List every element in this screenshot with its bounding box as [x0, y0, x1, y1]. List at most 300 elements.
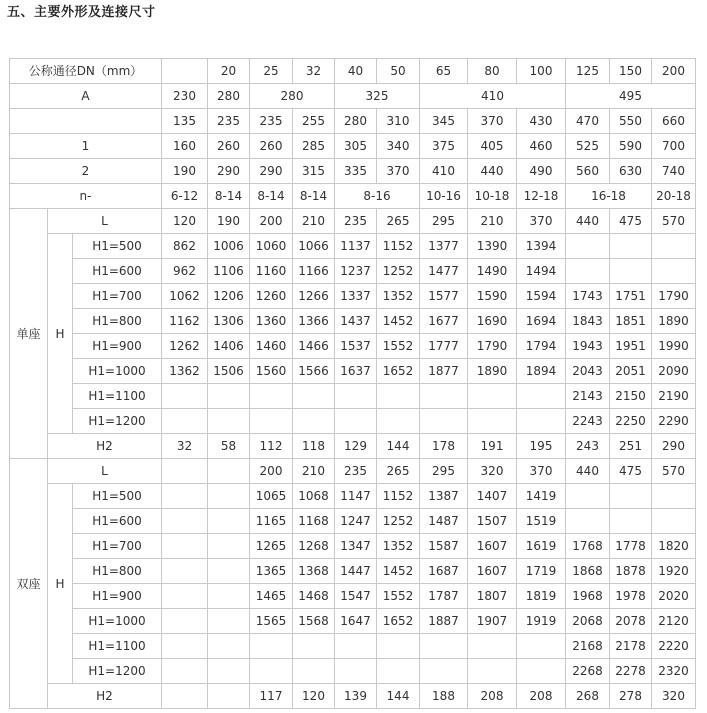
- table-cell: [335, 659, 377, 684]
- row-label: H1=700: [73, 534, 162, 559]
- table-cell: [208, 534, 250, 559]
- table-cell: 200: [250, 459, 293, 484]
- table-cell: 1890: [468, 359, 517, 384]
- n-value: 10-18: [468, 184, 517, 209]
- table-cell: 1062: [162, 284, 208, 309]
- table-cell: [208, 409, 250, 434]
- table-cell: 144: [377, 434, 420, 459]
- table-cell: 135: [162, 109, 208, 134]
- table-cell: 1152: [377, 484, 420, 509]
- table-cell: 370: [517, 459, 566, 484]
- table-cell: 1366: [293, 309, 335, 334]
- table-cell: [293, 659, 335, 684]
- table-cell: 1778: [610, 534, 652, 559]
- h-group-label: H: [48, 234, 73, 434]
- table-cell: [208, 609, 250, 634]
- table-cell: 200: [250, 209, 293, 234]
- dn-header: 150: [610, 59, 652, 84]
- table-cell: [468, 659, 517, 684]
- table-cell: 278: [610, 684, 652, 709]
- dn-header: [162, 59, 208, 84]
- table-cell: 2178: [610, 634, 652, 659]
- a-value: 410: [420, 84, 566, 109]
- double-row-h1: [10, 509, 696, 534]
- row-label: H1=1200: [73, 409, 162, 434]
- single-row-h1: [10, 259, 696, 284]
- row-label: H1=1000: [73, 609, 162, 634]
- table-cell: [208, 509, 250, 534]
- table-cell: 260: [208, 134, 250, 159]
- table-cell: [250, 634, 293, 659]
- dn-header: 100: [517, 59, 566, 84]
- a-value: 230: [162, 84, 208, 109]
- table-cell: 290: [208, 159, 250, 184]
- table-cell: [420, 409, 468, 434]
- row-label: A: [10, 84, 162, 109]
- row-label: H1=1100: [73, 634, 162, 659]
- single-row-h1: [10, 384, 696, 409]
- table-cell: [162, 509, 208, 534]
- table-cell: 1137: [335, 234, 377, 259]
- dn-header: 32: [293, 59, 335, 84]
- table-cell: 1365: [250, 559, 293, 584]
- table-cell: 2078: [610, 609, 652, 634]
- table-cell: 1607: [468, 559, 517, 584]
- single-row-h1: [10, 284, 696, 309]
- table-cell: [335, 384, 377, 409]
- row-label: H1=900: [73, 584, 162, 609]
- row-label: [10, 109, 162, 134]
- table-cell: 243: [566, 434, 610, 459]
- table-body: [10, 59, 696, 709]
- table-cell: 345: [420, 109, 468, 134]
- row-d1: [10, 134, 696, 159]
- table-cell: 1587: [420, 534, 468, 559]
- table-cell: 1266: [293, 284, 335, 309]
- table-cell: 375: [420, 134, 468, 159]
- table-cell: 2150: [610, 384, 652, 409]
- table-cell: 1768: [566, 534, 610, 559]
- table-cell: 160: [162, 134, 208, 159]
- dn-header: 50: [377, 59, 420, 84]
- table-cell: 120: [162, 209, 208, 234]
- table-cell: 295: [420, 209, 468, 234]
- table-cell: [610, 509, 652, 534]
- table-cell: 370: [517, 209, 566, 234]
- table-cell: 1377: [420, 234, 468, 259]
- table-cell: [208, 634, 250, 659]
- table-cell: 1820: [652, 534, 696, 559]
- table-cell: 191: [468, 434, 517, 459]
- table-cell: 475: [610, 209, 652, 234]
- row-label: H1=1200: [73, 659, 162, 684]
- table-cell: 550: [610, 109, 652, 134]
- header-row: [10, 59, 696, 84]
- table-cell: 310: [377, 109, 420, 134]
- table-cell: 2051: [610, 359, 652, 384]
- table-cell: 1978: [610, 584, 652, 609]
- single-row-h1: [10, 334, 696, 359]
- row-label: 2: [10, 159, 162, 184]
- table-cell: [208, 384, 250, 409]
- table-cell: [162, 584, 208, 609]
- a-value: 325: [335, 84, 420, 109]
- table-cell: 1360: [250, 309, 293, 334]
- table-cell: [420, 634, 468, 659]
- table-cell: [162, 384, 208, 409]
- table-cell: 118: [293, 434, 335, 459]
- table-cell: [610, 484, 652, 509]
- row-label: H1=600: [73, 259, 162, 284]
- table-cell: 2020: [652, 584, 696, 609]
- table-cell: 1519: [517, 509, 566, 534]
- table-cell: 1506: [208, 359, 250, 384]
- table-cell: [652, 509, 696, 534]
- table-cell: 1565: [250, 609, 293, 634]
- row-label: H1=600: [73, 509, 162, 534]
- table-cell: 2090: [652, 359, 696, 384]
- table-cell: [208, 684, 250, 709]
- table-cell: 1160: [250, 259, 293, 284]
- table-cell: 1260: [250, 284, 293, 309]
- table-cell: 1407: [468, 484, 517, 509]
- table-cell: 1547: [335, 584, 377, 609]
- table-cell: 2243: [566, 409, 610, 434]
- table-cell: 1907: [468, 609, 517, 634]
- table-cell: 1751: [610, 284, 652, 309]
- table-cell: 1652: [377, 359, 420, 384]
- single-row-l: [10, 209, 696, 234]
- table-cell: 1060: [250, 234, 293, 259]
- n-value: 16-18: [566, 184, 652, 209]
- table-cell: 1168: [293, 509, 335, 534]
- table-cell: 188: [420, 684, 468, 709]
- table-cell: 210: [468, 209, 517, 234]
- table-cell: 405: [468, 134, 517, 159]
- table-cell: 1894: [517, 359, 566, 384]
- table-cell: 1394: [517, 234, 566, 259]
- table-cell: 1887: [420, 609, 468, 634]
- table-cell: 1877: [420, 359, 468, 384]
- row-label: H2: [48, 684, 162, 709]
- table-cell: 1968: [566, 584, 610, 609]
- table-cell: [566, 484, 610, 509]
- table-cell: 1166: [293, 259, 335, 284]
- table-cell: 590: [610, 134, 652, 159]
- table-cell: 320: [652, 684, 696, 709]
- table-cell: 1590: [468, 284, 517, 309]
- table-cell: 1387: [420, 484, 468, 509]
- table-cell: [293, 634, 335, 659]
- table-cell: [610, 259, 652, 284]
- table-cell: [566, 234, 610, 259]
- n-value: 20-18: [652, 184, 696, 209]
- table-cell: 2168: [566, 634, 610, 659]
- row-label: L: [48, 209, 162, 234]
- table-cell: 1247: [335, 509, 377, 534]
- table-cell: 470: [566, 109, 610, 134]
- table-cell: 1452: [377, 309, 420, 334]
- table-cell: [517, 384, 566, 409]
- table-cell: 1460: [250, 334, 293, 359]
- table-cell: [652, 259, 696, 284]
- double-row-h1: [10, 484, 696, 509]
- double-row-l: [10, 459, 696, 484]
- table-cell: 1552: [377, 584, 420, 609]
- table-cell: 265: [377, 209, 420, 234]
- row-label: H1=800: [73, 559, 162, 584]
- table-cell: 268: [566, 684, 610, 709]
- table-cell: 1568: [293, 609, 335, 634]
- n-value: 10-16: [420, 184, 468, 209]
- table-cell: 1743: [566, 284, 610, 309]
- table-cell: 2143: [566, 384, 610, 409]
- dn-header: 65: [420, 59, 468, 84]
- table-cell: 1066: [293, 234, 335, 259]
- table-cell: 962: [162, 259, 208, 284]
- table-cell: 1006: [208, 234, 250, 259]
- table-cell: 370: [377, 159, 420, 184]
- table-cell: 1537: [335, 334, 377, 359]
- row-d2: [10, 159, 696, 184]
- table-cell: 2190: [652, 384, 696, 409]
- table-cell: 1468: [293, 584, 335, 609]
- row-a: [10, 84, 696, 109]
- table-cell: 335: [335, 159, 377, 184]
- table-cell: 340: [377, 134, 420, 159]
- table-cell: [652, 234, 696, 259]
- column-header-label: 公称通径DN（mm）: [10, 59, 162, 84]
- table-cell: [468, 634, 517, 659]
- table-cell: 1920: [652, 559, 696, 584]
- table-cell: 1851: [610, 309, 652, 334]
- n-value: 8-14: [293, 184, 335, 209]
- table-cell: 440: [566, 209, 610, 234]
- row-label: H1=900: [73, 334, 162, 359]
- table-cell: 630: [610, 159, 652, 184]
- table-cell: 1106: [208, 259, 250, 284]
- table-cell: 1807: [468, 584, 517, 609]
- table-cell: 1265: [250, 534, 293, 559]
- table-cell: [610, 234, 652, 259]
- double-row-h1: [10, 559, 696, 584]
- table-cell: 1790: [652, 284, 696, 309]
- table-cell: 1652: [377, 609, 420, 634]
- table-cell: [208, 459, 250, 484]
- table-cell: 1787: [420, 584, 468, 609]
- table-cell: 1237: [335, 259, 377, 284]
- table-cell: 1477: [420, 259, 468, 284]
- table-cell: 1390: [468, 234, 517, 259]
- table-cell: 139: [335, 684, 377, 709]
- double-row-h2: [10, 684, 696, 709]
- table-cell: [162, 684, 208, 709]
- row-unlabeled: [10, 109, 696, 134]
- table-cell: 290: [250, 159, 293, 184]
- table-cell: 208: [517, 684, 566, 709]
- row-label: H1=800: [73, 309, 162, 334]
- table-cell: 195: [517, 434, 566, 459]
- row-label: L: [48, 459, 162, 484]
- table-cell: 1507: [468, 509, 517, 534]
- a-value: 280: [208, 84, 250, 109]
- dn-header: 80: [468, 59, 517, 84]
- table-cell: 1560: [250, 359, 293, 384]
- table-cell: 1206: [208, 284, 250, 309]
- table-cell: 460: [517, 134, 566, 159]
- table-cell: 1647: [335, 609, 377, 634]
- table-cell: [420, 659, 468, 684]
- table-cell: 2120: [652, 609, 696, 634]
- table-cell: 1990: [652, 334, 696, 359]
- table-cell: 1951: [610, 334, 652, 359]
- table-cell: 475: [610, 459, 652, 484]
- single-row-h1: [10, 359, 696, 384]
- table-cell: [566, 259, 610, 284]
- table-cell: [162, 559, 208, 584]
- single-row-h2: [10, 434, 696, 459]
- double-seat-label: 双座: [10, 459, 48, 709]
- dn-header: 125: [566, 59, 610, 84]
- table-cell: [208, 584, 250, 609]
- table-cell: [377, 384, 420, 409]
- dn-header: 200: [652, 59, 696, 84]
- row-label: H1=700: [73, 284, 162, 309]
- table-cell: [293, 384, 335, 409]
- table-cell: 1452: [377, 559, 420, 584]
- table-cell: 1362: [162, 359, 208, 384]
- table-cell: 2220: [652, 634, 696, 659]
- double-row-h1: [10, 534, 696, 559]
- table-cell: 430: [517, 109, 566, 134]
- single-row-h1: [10, 409, 696, 434]
- table-cell: 490: [517, 159, 566, 184]
- table-cell: 120: [293, 684, 335, 709]
- table-cell: [335, 634, 377, 659]
- table-cell: 285: [293, 134, 335, 159]
- n-value: 12-18: [517, 184, 566, 209]
- table-cell: 2250: [610, 409, 652, 434]
- table-cell: 235: [335, 459, 377, 484]
- table-cell: 1306: [208, 309, 250, 334]
- table-cell: [377, 634, 420, 659]
- table-cell: 1165: [250, 509, 293, 534]
- table-cell: 1352: [377, 284, 420, 309]
- table-cell: 1878: [610, 559, 652, 584]
- table-cell: 1494: [517, 259, 566, 284]
- table-cell: 1819: [517, 584, 566, 609]
- table-cell: 1719: [517, 559, 566, 584]
- single-row-h1: [10, 309, 696, 334]
- row-label: H2: [48, 434, 162, 459]
- table-cell: 1619: [517, 534, 566, 559]
- table-cell: [250, 409, 293, 434]
- row-label: H1=500: [73, 484, 162, 509]
- table-cell: 1465: [250, 584, 293, 609]
- table-cell: 1065: [250, 484, 293, 509]
- table-cell: [208, 559, 250, 584]
- dn-header: 25: [250, 59, 293, 84]
- table-cell: 740: [652, 159, 696, 184]
- table-cell: 560: [566, 159, 610, 184]
- table-cell: 1552: [377, 334, 420, 359]
- row-label: H1=500: [73, 234, 162, 259]
- table-cell: 1890: [652, 309, 696, 334]
- table-cell: 117: [250, 684, 293, 709]
- table-cell: [162, 484, 208, 509]
- table-cell: 1594: [517, 284, 566, 309]
- table-cell: 700: [652, 134, 696, 159]
- row-label: H1=1100: [73, 384, 162, 409]
- table-cell: 1406: [208, 334, 250, 359]
- table-cell: 208: [468, 684, 517, 709]
- table-cell: [208, 659, 250, 684]
- table-cell: [566, 509, 610, 534]
- dn-header: 40: [335, 59, 377, 84]
- single-seat-label: 单座: [10, 209, 48, 459]
- table-cell: 1677: [420, 309, 468, 334]
- row-label: 1: [10, 134, 162, 159]
- table-cell: [652, 484, 696, 509]
- table-cell: 320: [468, 459, 517, 484]
- table-cell: 1262: [162, 334, 208, 359]
- double-row-h1: [10, 634, 696, 659]
- table-cell: 1162: [162, 309, 208, 334]
- table-cell: [208, 484, 250, 509]
- table-cell: 1352: [377, 534, 420, 559]
- table-cell: 290: [652, 434, 696, 459]
- table-cell: 1447: [335, 559, 377, 584]
- table-cell: [162, 534, 208, 559]
- table-cell: [420, 384, 468, 409]
- row-n: [10, 184, 696, 209]
- row-label: H1=1000: [73, 359, 162, 384]
- table-cell: 280: [335, 109, 377, 134]
- table-cell: 305: [335, 134, 377, 159]
- table-cell: [517, 634, 566, 659]
- table-cell: 58: [208, 434, 250, 459]
- table-cell: 1147: [335, 484, 377, 509]
- table-cell: [162, 609, 208, 634]
- table-cell: 1919: [517, 609, 566, 634]
- table-cell: [250, 659, 293, 684]
- table-cell: [162, 409, 208, 434]
- table-cell: [377, 409, 420, 434]
- table-cell: [468, 409, 517, 434]
- table-cell: 190: [162, 159, 208, 184]
- table-cell: 210: [293, 459, 335, 484]
- table-cell: 1368: [293, 559, 335, 584]
- table-cell: 295: [420, 459, 468, 484]
- table-cell: 1487: [420, 509, 468, 534]
- table-cell: [250, 384, 293, 409]
- table-cell: 1637: [335, 359, 377, 384]
- table-cell: 1607: [468, 534, 517, 559]
- table-cell: [468, 384, 517, 409]
- table-cell: 265: [377, 459, 420, 484]
- table-cell: 1843: [566, 309, 610, 334]
- table-cell: 1252: [377, 259, 420, 284]
- table-cell: 1347: [335, 534, 377, 559]
- h-group-label: H: [48, 484, 73, 684]
- table-cell: 1694: [517, 309, 566, 334]
- table-cell: 1419: [517, 484, 566, 509]
- table-cell: 862: [162, 234, 208, 259]
- a-value: 495: [566, 84, 696, 109]
- table-cell: 1790: [468, 334, 517, 359]
- table-cell: 1794: [517, 334, 566, 359]
- table-cell: [162, 634, 208, 659]
